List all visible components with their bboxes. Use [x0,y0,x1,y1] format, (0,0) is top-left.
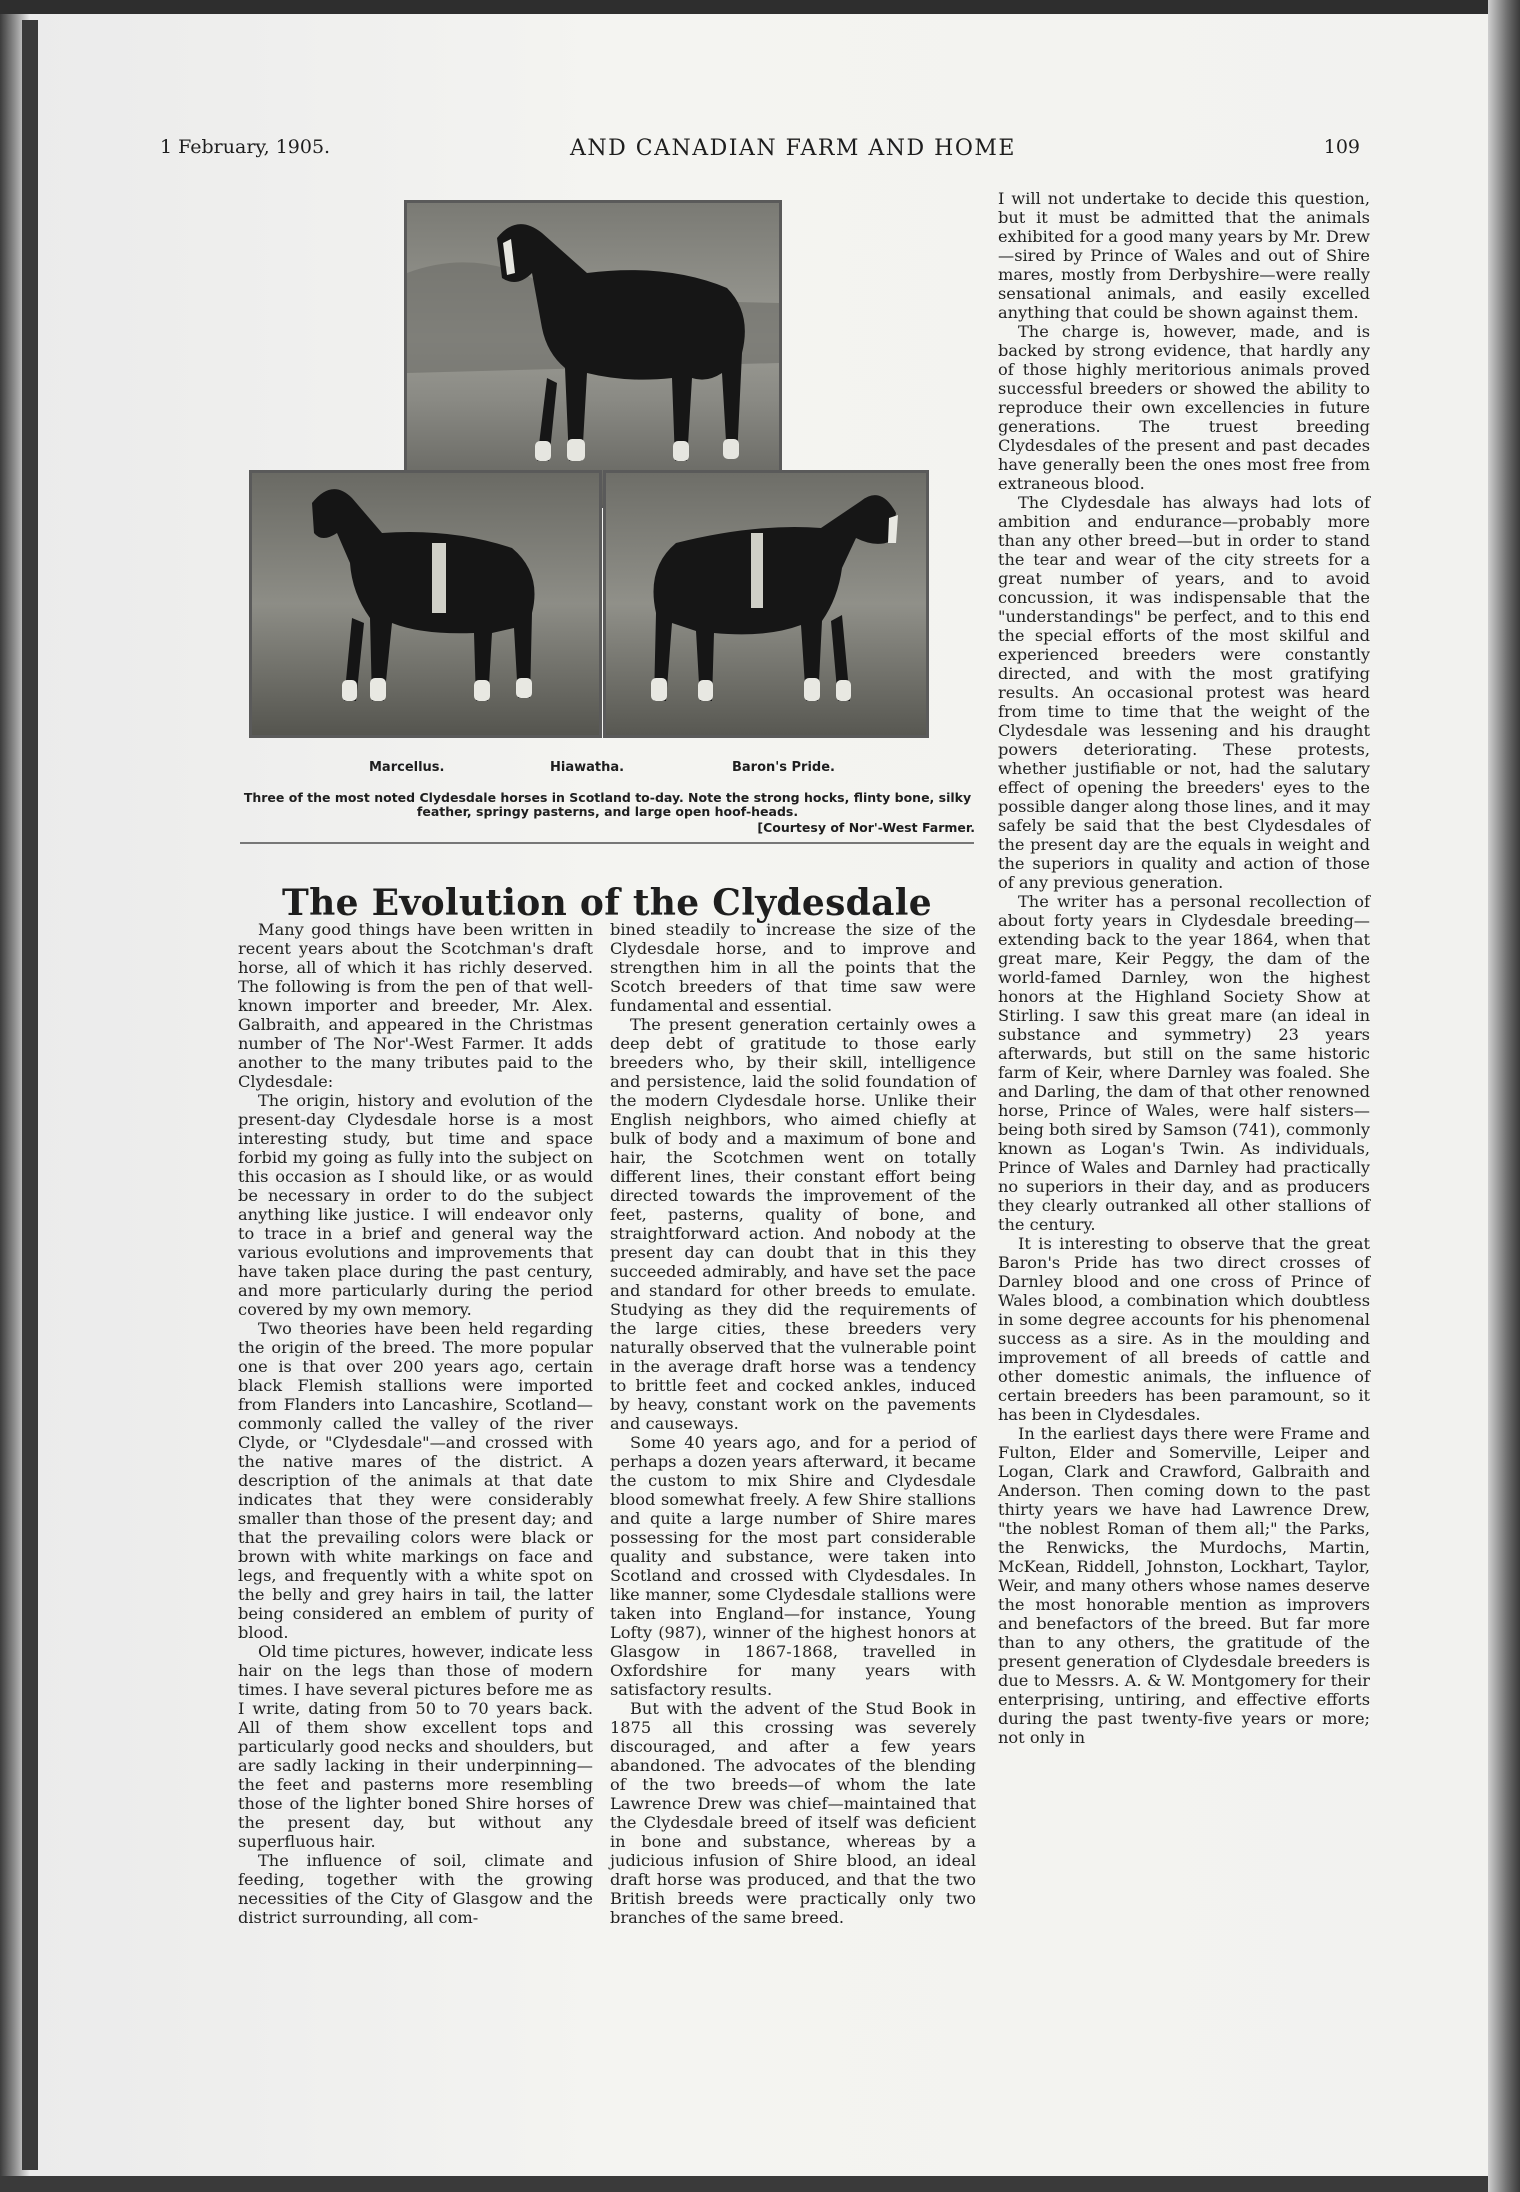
horse-illustration-marcellus [407,203,779,505]
paragraph: Many good things have been written in recent years about the Scotchman's draft horse, all of which it has richly deserved. The following is from the pen of that well-known importer and breeder, Mr. Alex. Galbraith, and appeared in the Christmas number of The Nor'-West Farmer. It adds another to the many tributes paid to the Clydesdale: [238,920,593,1091]
article-column-2 [610,920,976,1927]
issue-date: 1 February, 1905. [160,136,331,158]
photo-barons-pride [603,470,929,738]
left-scan-edge [22,20,38,2170]
caption-name-hiawatha: Hiawatha. [550,760,625,775]
paragraph: But with the advent of the Stud Book in 1875 all this crossing was severely discouraged, and after a few years abandoned. The advocates of the blending of the two breeds—of whom the late Lawrence Drew was chief—maintained that the Clydesdale breed of itself was deficient in bone and substance, whereas by a judicious infusion of Shire blood, an ideal draft horse was produced, and that the two British breeds were practically only two branches of the same breed. [610,1699,976,1927]
paragraph: bined steadily to increase the size of the Clydesdale horse, and to improve and strengthen him in all the points that the Scotch breeders of that time saw were fundamental and essential. [610,920,976,1015]
caption-name-marcellus: Marcellus. [369,760,445,775]
figure-credit: [Courtesy of Nor'-West Farmer. [757,820,975,835]
paragraph: In the earliest days there were Frame and Fulton, Elder and Somerville, Leiper and Logan, Clark and Crawford, Galbraith and Anderson. Then coming down to the past thirty years we have had Lawrence Drew, "the noblest Roman of them all;" the Parks, the Renwicks, the Murdochs, Martin, McKean, Riddell, Johnston, Lockhart, Taylor, Weir, and many others whose names deserve the most honorable mention as improvers and benefactors of the breed. But far more than to any others, the gratitude of the present generation of Clydesdale breeders is due to Messrs. A. & W. Montgomery for their enterprising, untiring, and effective efforts during the past twenty-five years or more; not only in [998,1424,1370,1747]
photo-marcellus [404,200,782,508]
bottom-scan-edge [0,2176,1520,2192]
caption-name-barons-pride: Baron's Pride. [732,760,835,775]
horse-illustration-hiawatha [252,473,599,735]
paragraph: I will not undertake to decide this question, but it must be admitted that the animals exhibited for a good many years by Mr. Drew—sired by Prince of Wales and out of Shire mares, mostly from Derbyshire—were really sensational animals, and easily excelled anything that could be shown against them. [998,189,1370,322]
article-column-3 [998,189,1370,1747]
horse-illustration-barons-pride [606,473,926,735]
paragraph: Old time pictures, however, indicate less hair on the legs than those of modern times. I have several pictures before me as I write, dating from 50 to 70 years back. All of them show excellent tops and particularly good necks and shoulders, but are sadly lacking in their underpinning—the feet and pasterns more resembling those of the lighter boned Shire horses of the present day, but without any superfluous hair. [238,1642,593,1851]
photo-hiawatha [249,470,602,738]
paragraph: Some 40 years ago, and for a period of perhaps a dozen years afterward, it became the custom to mix Shire and Clydesdale blood somewhat freely. A few Shire stallions and quite a large number of Shire mares possessing for the most part considerable quality and substance, were taken into Scotland and crossed with Clydesdales. In like manner, some Clydesdale stallions were taken into England—for instance, Young Lofty (987), winner of the highest honors at Glasgow in 1867-1868, travelled in Oxfordshire for many years with satisfactory results. [610,1433,976,1699]
paragraph: The influence of soil, climate and feeding, together with the growing necessities of the City of Glasgow and the district surrounding, all com- [238,1851,593,1927]
article-column-1 [238,920,593,1927]
paragraph: It is interesting to observe that the great Baron's Pride has two direct crosses of Darnley blood and one cross of Prince of Wales blood, a combination which doubtless in some degree accounts for his phenomenal success as a sire. As in the moulding and improvement of all breeds of cattle and other domestic animals, the influence of certain breeders has been paramount, so it has been in Clydesdales. [998,1234,1370,1424]
caption-divider [240,842,974,844]
page-header [160,136,1360,172]
right-scan-edge [1488,0,1520,2192]
paragraph: The origin, history and evolution of the present-day Clydesdale horse is a most interesting study, but time and space forbid my going as fully into the subject on this occasion as I should like, or as would be necessary in order to do the subject anything like justice. I will endeavor only to trace in a brief and general way the various evolutions and improvements that have taken place during the past century, and more particularly during the period covered by my own memory. [238,1091,593,1319]
article-title: The Evolution of the Clydesdale [282,882,932,925]
paragraph: The Clydesdale has always had lots of ambition and endurance—probably more than any other breed—but in order to stand the tear and wear of the city streets for a great number of years, and to avoid concussion, it was indispensable that the "understandings" be perfect, and to this end the special efforts of the most skilful and experienced breeders were constantly directed, and with the most gratifying results. An occasional protest was heard from time to time that the weight of the Clydesdale was lessening and his draught powers deteriorating. These protests, whether justifiable or not, had the salutary effect of opening the breeders' eyes to the possible danger along those lines, and it may safely be said that the best Clydesdales of the present day are the equals in weight and the superiors in quality and action of those of any previous generation. [998,493,1370,892]
page-number: 109 [1323,136,1360,158]
paragraph: Two theories have been held regarding the origin of the breed. The more popular one is that over 200 years ago, certain black Flemish stallions were imported from Flanders into Lancashire, Scotland—commonly called the valley of the river Clyde, or "Clydesdale"—and crossed with the native mares of the district. A description of the animals at that date indicates that they were considerably smaller than those of the present day; and that the prevailing colors were black or brown with white markings on face and legs, and frequently with a white spot on the belly and grey hairs in tail, the latter being considered an emblem of purity of blood. [238,1319,593,1642]
figure-caption: Three of the most noted Clydesdale horses in Scotland to-day. Note the strong hocks, flinty bone, silky feather, springy pasterns, and large open hoof-heads. [243,790,972,819]
paragraph: The charge is, however, made, and is backed by strong evidence, that hardly any of those highly meritorious animals proved successful breeders or showed the ability to reproduce their own excellencies in future generations. The truest breeding Clydesdales of the present and past decades have generally been the ones most free from extraneous blood. [998,322,1370,493]
publication-title: AND CANADIAN FARM AND HOME [570,136,1016,161]
top-scan-edge [0,0,1520,14]
paragraph: The present generation certainly owes a deep debt of gratitude to those early breeders who, by their skill, intelligence and persistence, laid the solid foundation of the modern Clydesdale horse. Unlike their English neighbors, who aimed chiefly at bulk of body and a maximum of bone and hair, the Scotchmen went on totally different lines, their constant effort being directed towards the improvement of the feet, pasterns, quality of bone, and straightforward action. And nobody at the present day can doubt that in this they succeeded admirably, and have set the pace and standard for other breeds to emulate. Studying as they did the requirements of the large cities, these breeders very naturally observed that the vulnerable point in the average draft horse was a tendency to brittle feet and cocked ankles, induced by heavy, constant work on the pavements and causeways. [610,1015,976,1433]
paragraph: The writer has a personal recollection of about forty years in Clydesdale breeding—extending back to the year 1864, when that great mare, Keir Peggy, the dam of the world-famed Darnley, won the highest honors at the Highland Society Show at Stirling. I saw this great mare (an ideal in substance and symmetry) 23 years afterwards, but still on the same historic farm of Keir, where Darnley was foaled. She and Darling, the dam of that other renowned horse, Prince of Wales, were half sisters—being both sired by Samson (741), commonly known as Logan's Twin. As individuals, Prince of Wales and Darnley had practically no superiors in their day, and as producers they clearly outranked all other stallions of the century. [998,892,1370,1234]
